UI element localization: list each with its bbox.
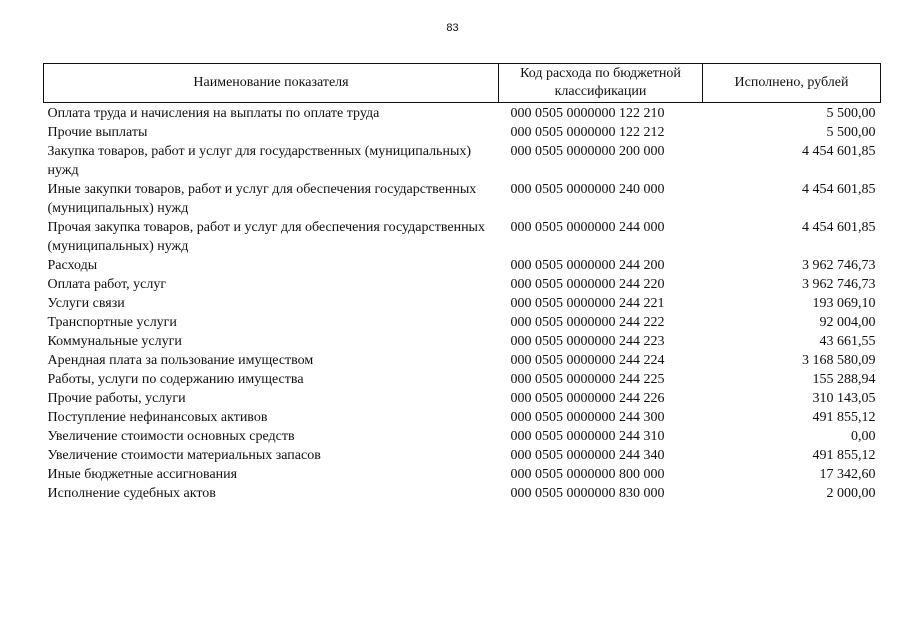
- indicator-name-cell: Коммунальные услуги: [47, 334, 182, 349]
- indicator-name-cell: Иные закупки товаров, работ и услуг для обеспечения государственных (муниципальных) нужд: [47, 182, 477, 216]
- budget-code-cell: 000 0505 0000000 122 210: [510, 106, 665, 121]
- table-row: [44, 465, 881, 484]
- table-row: [44, 218, 881, 256]
- executed-amount-cell: 3 962 746,73: [802, 258, 876, 273]
- indicator-name-cell: Услуги связи: [47, 296, 125, 311]
- executed-amount-cell: 310 143,05: [812, 391, 876, 406]
- table-row: [44, 351, 881, 370]
- budget-code-cell: 000 0505 0000000 244 200: [510, 258, 665, 273]
- table-row: [44, 389, 881, 408]
- indicator-name-cell: Прочие работы, услуги: [47, 391, 186, 406]
- table-row: [44, 408, 881, 427]
- table-row: [44, 275, 881, 294]
- table-row: [44, 370, 881, 389]
- executed-amount-cell: 2 000,00: [826, 486, 876, 501]
- table-row: [44, 142, 881, 180]
- budget-code-cell: 000 0505 0000000 244 226: [510, 391, 665, 406]
- budget-code-cell: 000 0505 0000000 200 000: [510, 144, 665, 159]
- budget-code-cell: 000 0505 0000000 830 000: [510, 486, 665, 501]
- table-row: [44, 446, 881, 465]
- executed-amount-cell: 0,00: [851, 429, 876, 444]
- table-row: [44, 294, 881, 313]
- header-row: [44, 64, 881, 103]
- table-row: [44, 484, 881, 503]
- budget-code-cell: 000 0505 0000000 122 212: [510, 125, 665, 140]
- budget-code-cell: 000 0505 0000000 244 223: [510, 334, 665, 349]
- indicator-name-cell: Оплата работ, услуг: [47, 277, 167, 292]
- indicator-name-cell: Иные бюджетные ассигнования: [47, 467, 238, 482]
- executed-amount-cell: 491 855,12: [812, 448, 876, 463]
- indicator-name-cell: Исполнение судебных актов: [47, 486, 216, 501]
- budget-code-cell: 000 0505 0000000 244 225: [510, 372, 665, 387]
- executed-amount-cell: 3 168 580,09: [802, 353, 876, 368]
- indicator-name-cell: Оплата труда и начисления на выплаты по оплате труда: [47, 106, 380, 121]
- budget-code-cell: 000 0505 0000000 800 000: [510, 467, 665, 482]
- budget-code-cell: 000 0505 0000000 244 222: [510, 315, 665, 330]
- executed-amount-cell: 17 342,60: [819, 467, 876, 482]
- header-executed-amount: Исполнено, рублей: [703, 64, 881, 103]
- executed-amount-cell: 4 454 601,85: [802, 220, 876, 235]
- executed-amount-cell: 3 962 746,73: [802, 277, 876, 292]
- table-row: [44, 313, 881, 332]
- budget-code-cell: 000 0505 0000000 244 340: [510, 448, 665, 463]
- table-row: [44, 103, 881, 124]
- budget-execution-table: [43, 63, 881, 503]
- budget-code-cell: 000 0505 0000000 244 221: [510, 296, 665, 311]
- table-row: [44, 123, 881, 142]
- executed-amount-cell: 4 454 601,85: [802, 144, 876, 159]
- table-row: [44, 256, 881, 275]
- indicator-name-cell: Увеличение стоимости материальных запасов: [47, 448, 321, 463]
- budget-code-cell: 000 0505 0000000 244 000: [510, 220, 665, 235]
- budget-code-cell: 000 0505 0000000 240 000: [510, 182, 665, 197]
- indicator-name-cell: Расходы: [47, 258, 98, 273]
- indicator-name-cell: Поступление нефинансовых активов: [47, 410, 268, 425]
- table-row: [44, 180, 881, 218]
- table-row: [44, 332, 881, 351]
- header-budget-code: Код расхода по бюджетной классификации: [499, 64, 703, 103]
- budget-code-cell: 000 0505 0000000 244 224: [510, 353, 665, 368]
- table-body: [44, 103, 881, 504]
- page-number: 83: [446, 22, 459, 34]
- executed-amount-cell: 4 454 601,85: [802, 182, 876, 197]
- table-header: [44, 64, 881, 103]
- header-indicator-name: Наименование показателя: [44, 64, 499, 103]
- executed-amount-cell: 155 288,94: [812, 372, 876, 387]
- executed-amount-cell: 5 500,00: [826, 125, 876, 140]
- budget-code-cell: 000 0505 0000000 244 300: [510, 410, 665, 425]
- indicator-name-cell: Прочие выплаты: [47, 125, 148, 140]
- indicator-name-cell: Арендная плата за пользование имуществом: [47, 353, 314, 368]
- budget-code-cell: 000 0505 0000000 244 310: [510, 429, 665, 444]
- budget-code-cell: 000 0505 0000000 244 220: [510, 277, 665, 292]
- executed-amount-cell: 5 500,00: [826, 106, 876, 121]
- indicator-name-cell: Транспортные услуги: [47, 315, 177, 330]
- indicator-name-cell: Увеличение стоимости основных средств: [47, 429, 295, 444]
- executed-amount-cell: 193 069,10: [812, 296, 876, 311]
- executed-amount-cell: 43 661,55: [819, 334, 876, 349]
- indicator-name-cell: Прочая закупка товаров, работ и услуг для обеспечения государственных (муниципальных) нужд: [47, 220, 485, 254]
- executed-amount-cell: 491 855,12: [812, 410, 876, 425]
- executed-amount-cell: 92 004,00: [819, 315, 876, 330]
- table-row: [44, 427, 881, 446]
- indicator-name-cell: Работы, услуги по содержанию имущества: [47, 372, 304, 387]
- indicator-name-cell: Закупка товаров, работ и услуг для государственных (муниципальных) нужд: [47, 144, 472, 178]
